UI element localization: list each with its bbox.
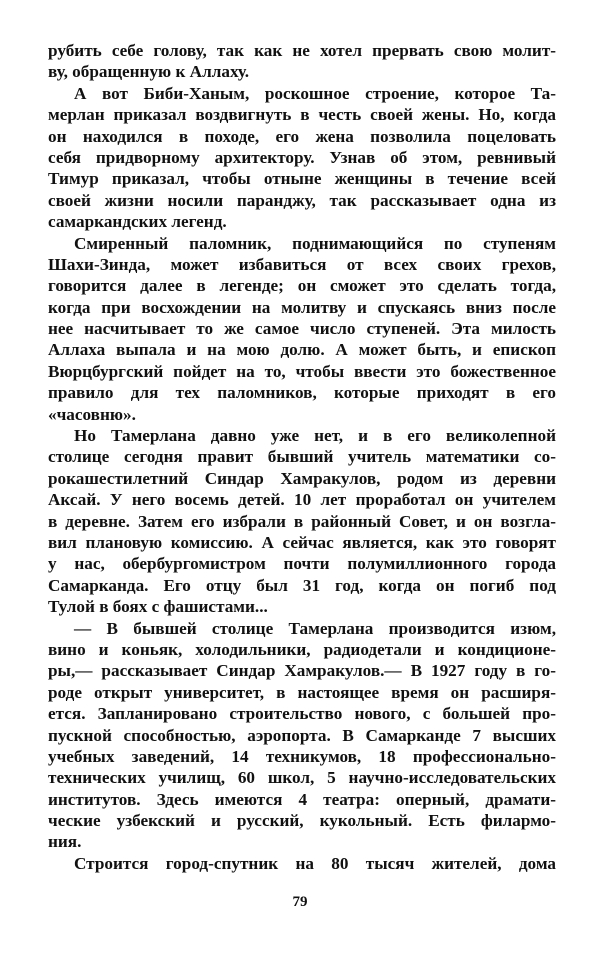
text-line: ческие узбекский и русский, кукольный. Есть филармо- <box>48 811 556 831</box>
text-line: «часовню». <box>48 404 136 424</box>
text-line: говорится далее в легенде; он сможет это сделать тогда, <box>48 276 556 296</box>
text-line: технических училищ, 60 школ, 5 научно-исследовательских <box>48 768 556 788</box>
text-line: своей жизни носили паранджу, так рассказывает одна из <box>48 190 556 210</box>
text-line: Аксай. У него восемь детей. 10 лет проработал он учителем <box>48 490 556 510</box>
text-line: Тулой в боях с фашистами... <box>48 597 268 617</box>
text-line: ву, обращенную к Аллаху. <box>48 62 250 82</box>
text-line: Но Тамерлана давно уже нет, и в его великолепной <box>74 426 556 446</box>
book-page-text <box>48 40 556 874</box>
text-line: рокашестилетний Синдар Хамракулов, родом из деревни <box>48 468 556 488</box>
text-line: у нас, обербургомистром почти полумиллионного города <box>48 554 556 574</box>
text-line: пускной способностью, аэропорта. В Самарканде 7 высших <box>48 725 556 745</box>
text-line: Тимур приказал, чтобы отныне женщины в течение всей <box>48 169 556 189</box>
page-number: 79 <box>292 894 308 910</box>
text-line: столице сегодня правит бывший учитель математики со- <box>48 447 556 467</box>
text-line: нее насчитывает то же самое число ступеней. Эта милость <box>48 319 556 339</box>
text-line: он находился в походе, его жена позволила поцеловать <box>48 126 556 146</box>
text-line: мерлан приказал воздвигнуть в честь своей жены. Но, когда <box>48 105 556 125</box>
text-line: вино и коньяк, холодильники, радиодетали и кондиционе- <box>48 639 556 659</box>
text-line: вил плановую комиссию. А сейчас является, как это говорят <box>48 532 556 552</box>
text-line: Самарканда. Его отцу был 31 год, когда он погиб под <box>48 575 556 595</box>
text-line: учебных заведений, 14 техникумов, 18 профессионально- <box>48 746 556 766</box>
text-line: А вот Биби-Ханым, роскошное строение, которое Та- <box>74 83 556 103</box>
text-line: роде открыт университет, в настоящее время он расширя- <box>48 682 556 702</box>
text-line: — В бывшей столице Тамерлана производится изюм, <box>74 618 556 638</box>
text-line: себя придворному архитектору. Узнав об этом, ревнивый <box>48 147 556 167</box>
text-line: Строится город-спутник на 80 тысяч жителей, дома <box>74 853 556 873</box>
text-line: в деревне. Затем его избрали в районный Совет, и он возгла- <box>48 511 556 531</box>
text-line: самаркандских легенд. <box>48 212 227 232</box>
text-line: Смиренный паломник, поднимающийся по ступеням <box>74 233 556 253</box>
text-line: ется. Запланировано строительство нового, с большей про- <box>48 704 556 724</box>
text-line: правило для тех паломников, которые приходят в его <box>48 383 556 403</box>
text-line: институтов. Здесь имеются 4 театра: оперный, драмати- <box>48 789 556 809</box>
text-line: Шахи-Зинда, может избавиться от всех своих грехов, <box>48 254 556 274</box>
text-line: когда при восхождении на молитву и спускаясь вниз после <box>48 297 556 317</box>
text-line: ры,— рассказывает Синдар Хамракулов.— В 1927 году в го- <box>48 661 556 681</box>
text-line: Аллаха выпала и на мою долю. А может быть, и епископ <box>48 340 556 360</box>
text-line: рубить себе голову, так как не хотел прервать свою молит- <box>48 41 556 60</box>
text-line: ния. <box>48 832 82 852</box>
text-line: Вюрцбургский пойдет на то, чтобы ввести это божественное <box>48 361 556 381</box>
